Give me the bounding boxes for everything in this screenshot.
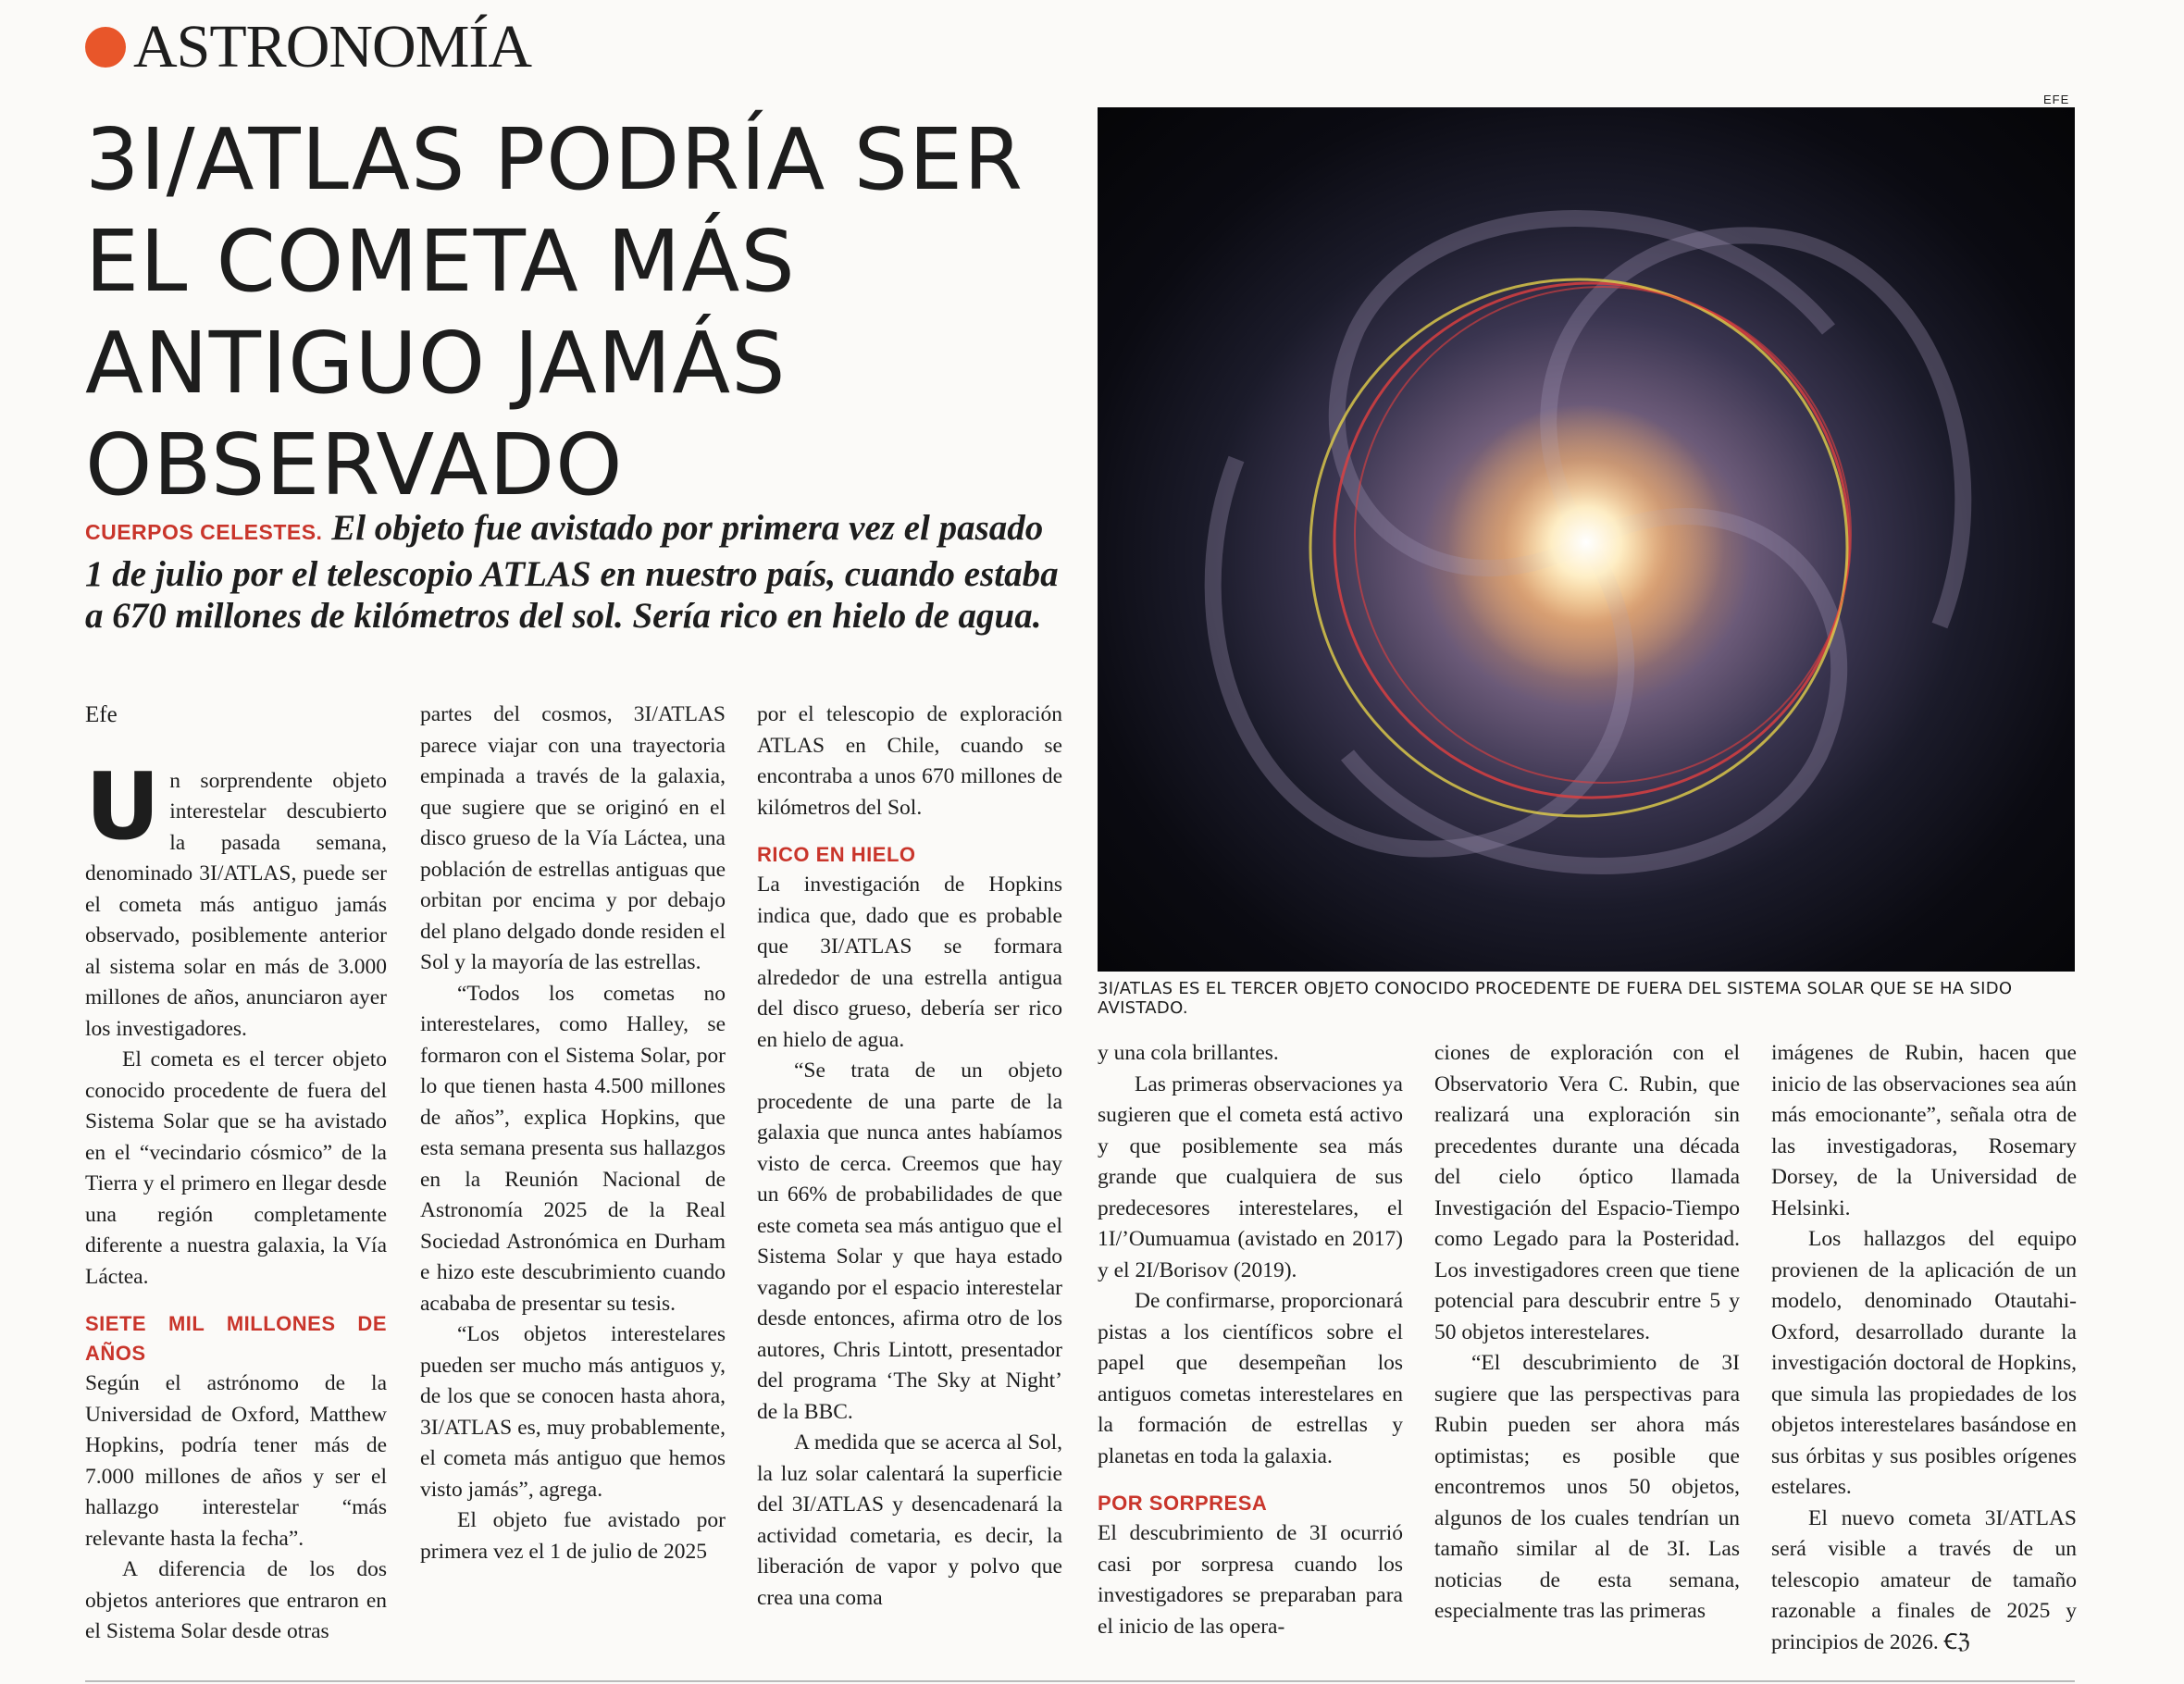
article-paragraph: A medida que se acerca al Sol, la luz solar calentará la superficie del 3I/ATLAS y desencadenará la actividad cometaria, es decir, la liberación de vapor y polvo que crea una coma: [757, 1430, 1062, 1610]
article-column-6: [1771, 1038, 2077, 1658]
lede: [85, 507, 1066, 637]
section-name: ASTRONOMÍA: [133, 13, 532, 80]
section-tag: [85, 13, 532, 80]
photo-caption: 3I/ATLAS ES EL TERCER OBJETO CONOCIDO PROCEDENTE DE FUERA DEL SISTEMA SOLAR QUE SE HA SIDO AVISTADO.: [1098, 979, 2013, 1018]
article-paragraph: por el telescopio de exploración ATLAS en Chile, cuando se encontraba a unos 670 millones de kilómetros del Sol.: [757, 702, 1062, 820]
article-paragraph: El nuevo cometa 3I/ATLAS será visible a través de un telescopio amateur de tamaño razonable a finales de 2025 y principios de 2026. Ꞓℨ: [1771, 1505, 2077, 1654]
article-column-2: [420, 700, 726, 1567]
subhead: SIETE MIL MILLONES DE AÑOS: [85, 1312, 387, 1365]
article-paragraph: Los hallazgos del equipo provienen de la aplicación de un modelo, denominado Otautahi-Oxford, desarrollado durante la investigación doctoral de Hopkins, que simula las propiedades de los objetos interestelares basándose en sus órbitas y sus posibles orígenes estelares.: [1771, 1227, 2077, 1499]
galaxy-illustration: [1098, 107, 2075, 972]
headline: 3I/ATLAS PODRÍA SER EL COMETA MÁS ANTIGUO JAMÁS OBSERVADO: [85, 110, 1024, 514]
article-paragraph: “Todos los cometas no interestelares, como Halley, se formaron con el Sistema Solar, por lo que tienen hasta 4.500 millones de años”, explica Hopkins, que esta semana presenta sus hallazgos en la Reunión Nacional de Astronomía 2025 de la Real Sociedad Astronómica en Durham e hizo este descubrimiento cuando acababa de presentar su tesis.: [420, 981, 726, 1316]
article-column-5: [1434, 1038, 1740, 1628]
section-dot-icon: [85, 27, 126, 68]
article-paragraph: “Los objetos interestelares pueden ser mucho más antiguos y, de los que se conocen hasta ahora, 3I/ATLAS es, muy probablemente, el cometa más antiguo que hemos visto jamás”, agrega.: [420, 1322, 726, 1502]
lede-kicker: CUERPOS CELESTES.: [85, 520, 323, 544]
article-paragraph: Las primeras observaciones ya sugieren que el cometa está activo y que posiblemente sea más grande que cualquiera de sus predecesores interestelares, el 1I/’Oumuamua (avistado en 2017) y el 2I/Borisov (2019).: [1098, 1071, 1403, 1282]
article-paragraph: Según el astrónomo de la Universidad de Oxford, Matthew Hopkins, podría tener más de 7.000 millones de años y ser el hallazgo interestelar “más relevante hasta la fecha”.: [85, 1371, 387, 1551]
article-paragraph: A diferencia de los dos objetos anteriores que entraron en el Sistema Solar desde otras: [85, 1557, 387, 1643]
article-paragraph: La investigación de Hopkins indica que, dado que es probable que 3I/ATLAS se formara alrededor de una estrella antigua del disco grueso, debería ser rico en hielo de agua.: [757, 873, 1062, 1052]
article-paragraph: partes del cosmos, 3I/ATLAS parece viajar con una trayectoria empinada a través de la galaxia, que sugiere que se originó en el disco grueso de la Vía Láctea, una población de estrellas antiguas que orbitan por encima y por debajo del plano delgado donde residen el Sol y la mayoría de las estrellas.: [420, 702, 726, 974]
article-column-1: [85, 700, 387, 1648]
galaxy-photo: [1098, 107, 2075, 972]
article-paragraph: El objeto fue avistado por primera vez el 1 de julio de 2025: [420, 1508, 726, 1564]
article-paragraph: “Se trata de un objeto procedente de una parte de la galaxia que nunca antes habíamos visto de cerca. Creemos que hay un 66% de probabilidades de que este cometa sea más antiguo que el Sistema Solar y que haya estado vagando por el espacio interestelar desde entonces, afirma otro de los autores, Chris Lintott, presentador del programa ‘The Sky at Night’ de la BBC.: [757, 1059, 1062, 1424]
article-paragraph: ciones de exploración con el Observatorio Vera C. Rubin, que realizará una exploración sin precedentes durante una década del cielo óptico llamada Investigación del Espacio-Tiempo como Legado para la Posteridad. Los investigadores creen que tiene potencial para descubrir entre 5 y 50 objetos interestelares.: [1434, 1041, 1740, 1344]
article-paragraph: Un sorprendente objeto interestelar descubierto la pasada semana, denominado 3I/ATLAS, puede ser el cometa más antiguo jamás observado, posiblemente anterior al sistema solar en más de 3.000 millones de años, anunciaron ayer los investigadores.: [85, 751, 387, 1041]
end-mark-icon: Ꞓℨ: [1943, 1629, 1970, 1654]
article-paragraph: y una cola brillantes.: [1098, 1041, 1279, 1065]
drop-cap: U: [85, 751, 161, 861]
article-column-3: [757, 700, 1062, 1614]
article-paragraph: imágenes de Rubin, hacen que inicio de las observaciones sea aún más emocionante”, señala otra de las investigadoras, Rosemary Dorsey, de la Universidad de Helsinki.: [1771, 1041, 2077, 1220]
subhead: POR SORPRESA: [1098, 1492, 1268, 1515]
article-column-4: [1098, 1038, 1403, 1642]
photo-credit: EFE: [2043, 93, 2070, 106]
bottom-rule: [85, 1680, 2075, 1682]
article-paragraph: “El descubrimiento de 3I sugiere que las perspectivas para Rubin pueden ser ahora más optimistas; es posible que encontremos unos 50 objetos, algunos de los cuales tendrían un tamaño similar al de 3I. Las noticias de esta semana, especialmente tras las primeras: [1434, 1351, 1740, 1623]
subhead: RICO EN HIELO: [757, 843, 916, 866]
article-paragraph: El descubrimiento de 3I ocurrió casi por sorpresa cuando los investigadores se preparaban para el inicio de las opera-: [1098, 1521, 1403, 1639]
article-paragraph: De confirmarse, proporcionará pistas a los científicos sobre el papel que desempeñan los antiguos cometas interestelares en la formación de estrellas y planetas en toda la galaxia.: [1098, 1289, 1403, 1468]
lede-text: El objeto fue avistado por primera vez el pasado 1 de julio por el telescopio ATLAS en nuestro país, cuando estaba a 670 millones de kilómetros del sol. Sería rico en hielo de agua.: [85, 508, 1059, 636]
byline: Efe: [85, 702, 118, 727]
article-paragraph: El cometa es el tercer objeto conocido procedente de fuera del Sistema Solar que se ha avistado en el “vecindario cósmico” de la Tierra y el primero en llegar desde una región completamente diferente a nuestra galaxia, la Vía Láctea.: [85, 1047, 387, 1289]
